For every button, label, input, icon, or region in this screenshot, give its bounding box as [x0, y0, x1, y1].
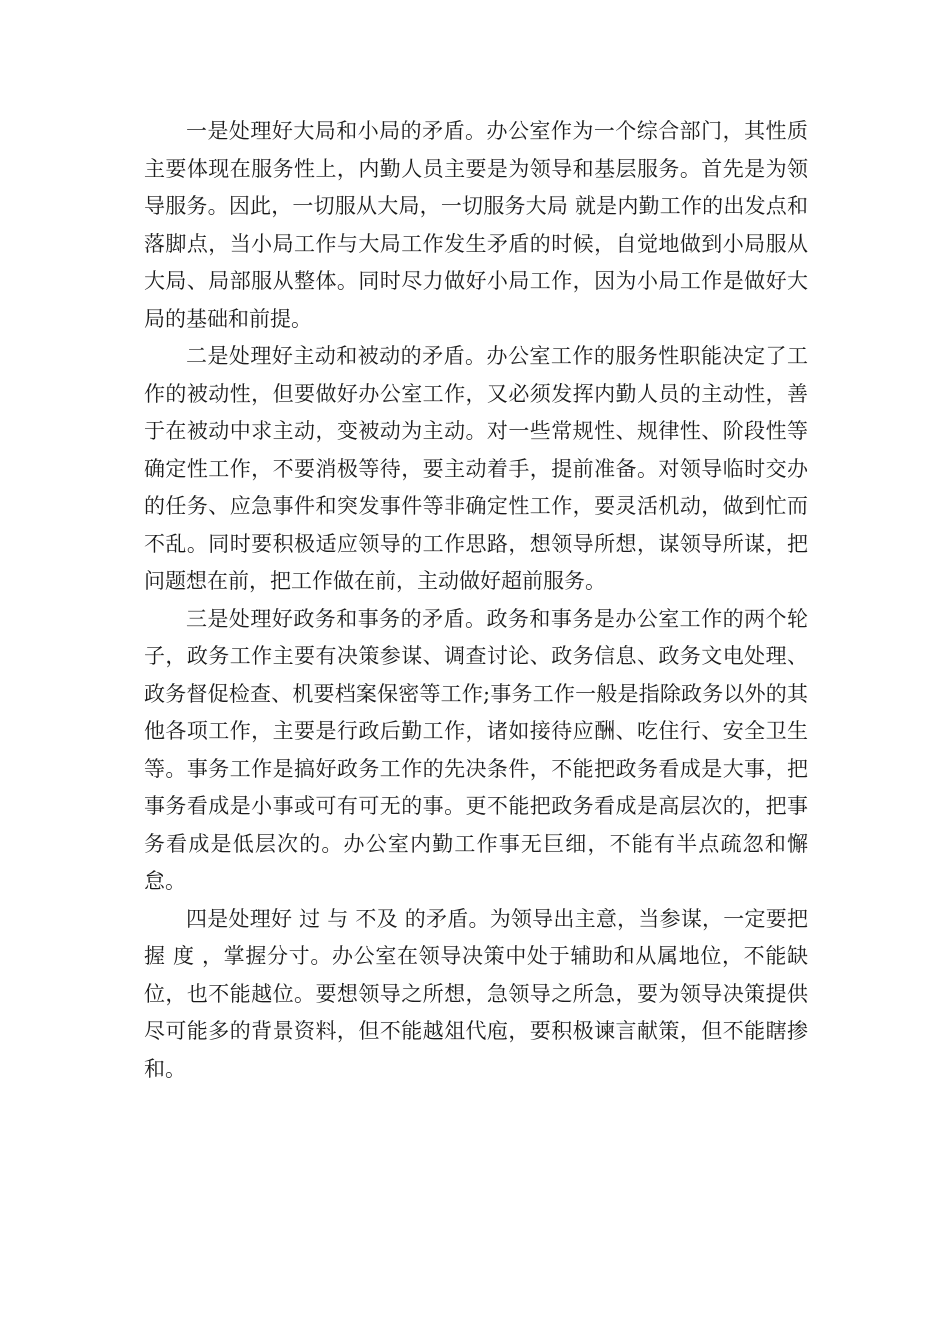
paragraph-3: 三是处理好政务和事务的矛盾。政务和事务是办公室工作的两个轮子，政务工作主要有决策参谋、调查讨论、政务信息、政务文电处理、政务督促检查、机要档案保密等工作;事务工作一般是指除政务以外的其他各项工作，主要是行政后勤工作，诸如接待应酬、吃住行、安全卫生等。事务工作是搞好政务工作的先决条件，不能把政务看成是大事，把事务看成是小事或可有可无的事。更不能把政务看成是高层次的，把事务看成是低层次的。办公室内勤工作事无巨细，不能有半点疏忽和懈怠。: [144, 606, 808, 893]
paragraph-2: 二是处理好主动和被动的矛盾。办公室工作的服务性职能决定了工作的被动性，但要做好办公室工作，又必须发挥内勤人员的主动性，善于在被动中求主动，变被动为主动。对一些常规性、规律性、阶段性等确定性工作，不要消极等待，要主动着手，提前准备。对领导临时交办的任务、应急事件和突发事件等非确定性工作，要灵活机动，做到忙而不乱。同时要积极适应领导的工作思路，想领导所想，谋领导所谋，把问题想在前，把工作做在前，主动做好超前服务。: [144, 344, 808, 593]
document-body: [144, 113, 808, 1088]
paragraph-4: 四是处理好 过 与 不及 的矛盾。为领导出主意，当参谋，一定要把握 度 ，掌握分寸。办公室在领导决策中处于辅助和从属地位，不能缺位，也不能越位。要想领导之所想，急领导之所急，要为领导决策提供尽可能多的背景资料，但不能越俎代庖，要积极谏言献策，但不能瞎掺和。: [144, 906, 808, 1081]
paragraph-1: 一是处理好大局和小局的矛盾。办公室作为一个综合部门，其性质主要体现在服务性上，内勤人员主要是为领导和基层服务。首先是为领导服务。因此，一切服从大局，一切服务大局 就是内勤工作的出发点和落脚点，当小局工作与大局工作发生矛盾的时候，自觉地做到小局服从大局、局部服从整体。同时尽力做好小局工作，因为小局工作是做好大局的基础和前提。: [144, 119, 808, 331]
